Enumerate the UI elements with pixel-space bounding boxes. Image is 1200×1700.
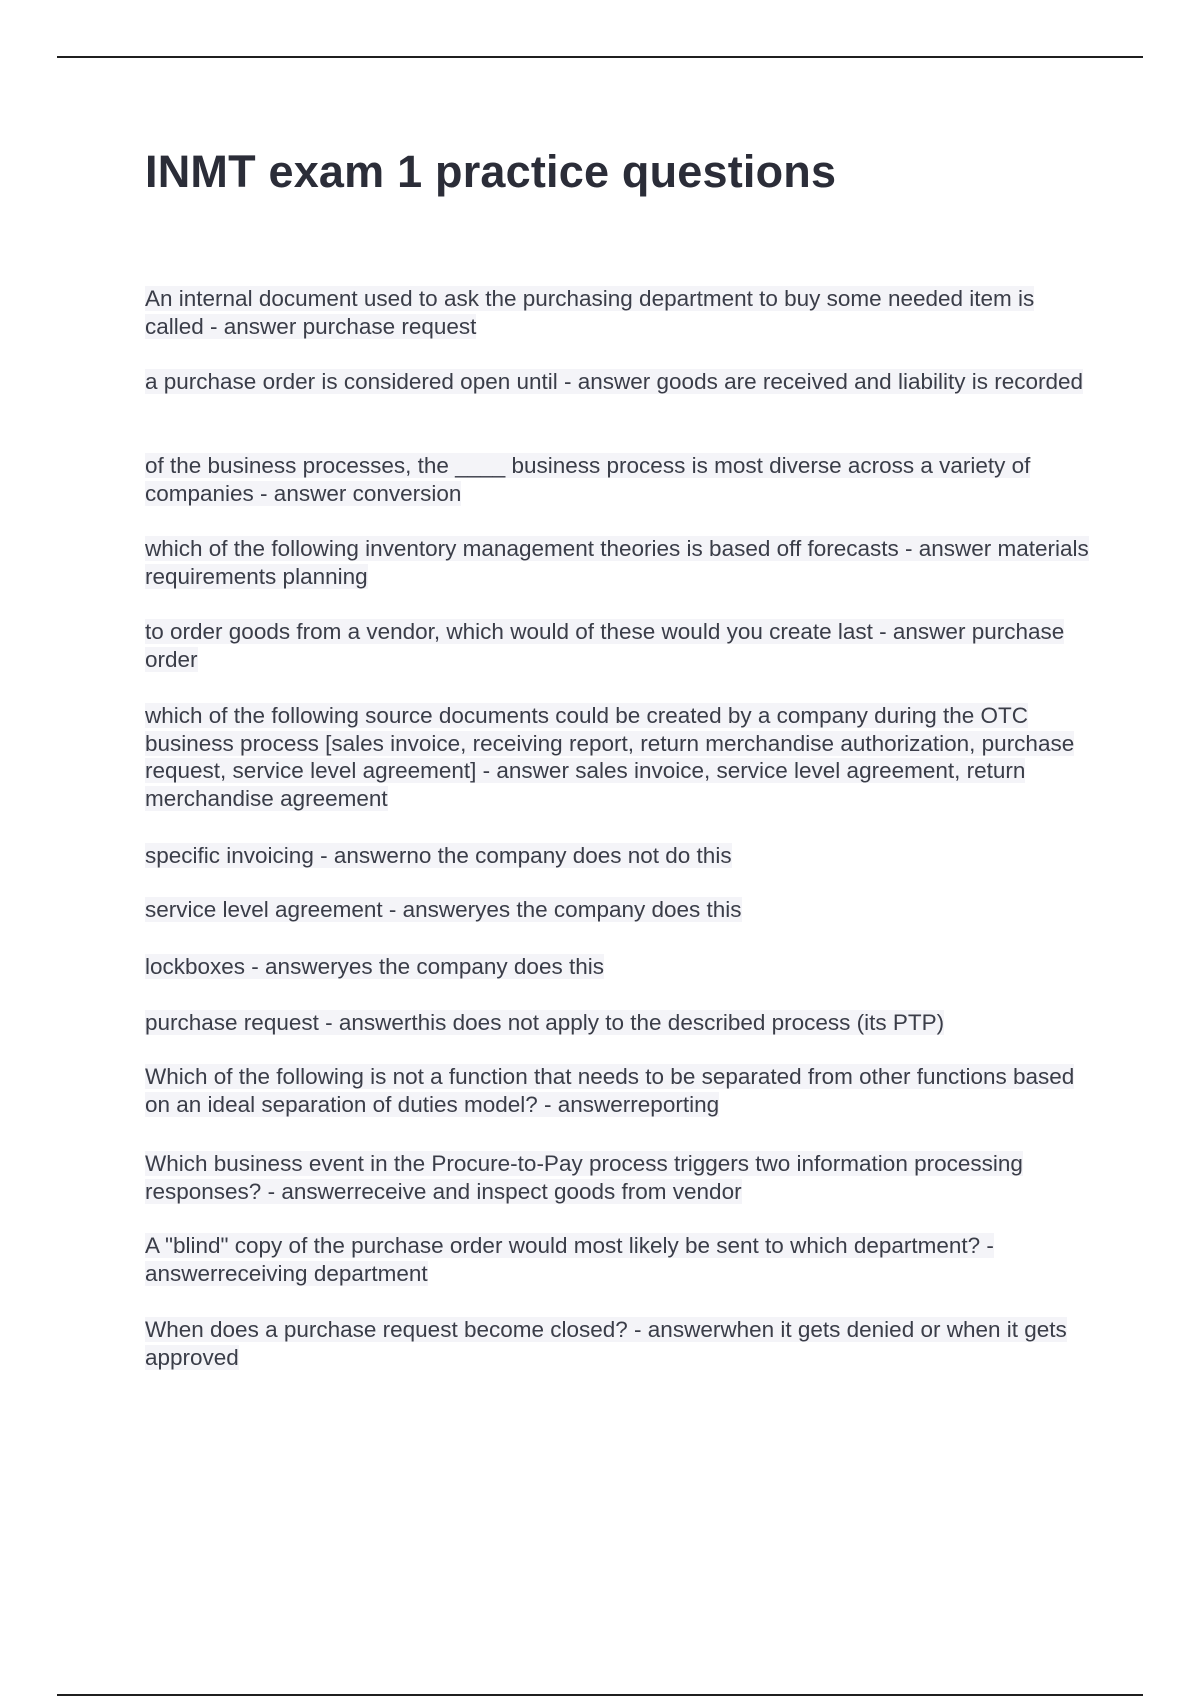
- qa-text: purchase request - answerthis does not apply to the described process (its PTP): [145, 1010, 945, 1035]
- qa-text: lockboxes - answeryes the company does this: [145, 954, 604, 979]
- top-rule: [57, 56, 1143, 58]
- qa-item: [145, 535, 1095, 590]
- qa-item: [145, 842, 1095, 870]
- qa-text: Which of the following is not a function that needs to be separated from other functions based on an ideal separation of duties model? - answerreporting: [145, 1064, 1075, 1117]
- bottom-rule: [57, 1694, 1143, 1696]
- qa-text: which of the following inventory management theories is based off forecasts - answer materials requirements planning: [145, 536, 1089, 589]
- qa-text: When does a purchase request become closed? - answerwhen it gets denied or when it gets approved: [145, 1317, 1067, 1370]
- qa-item: [145, 896, 1095, 924]
- qa-text: of the business processes, the ____ business process is most diverse across a variety of companies - answer conversion: [145, 453, 1031, 506]
- qa-item: [145, 1232, 1095, 1287]
- qa-item: [145, 285, 1095, 340]
- qa-text: to order goods from a vendor, which would of these would you create last - answer purchase order: [145, 619, 1065, 672]
- qa-item: [145, 1316, 1095, 1371]
- qa-text: An internal document used to ask the purchasing department to buy some needed item is called - answer purchase request: [145, 286, 1035, 339]
- qa-item: [145, 702, 1095, 812]
- qa-item: [145, 1150, 1095, 1205]
- qa-text: specific invoicing - answerno the company does not do this: [145, 843, 732, 868]
- qa-text: a purchase order is considered open until - answer goods are received and liability is recorded: [145, 369, 1084, 394]
- qa-item: [145, 953, 1095, 981]
- qa-item: [145, 452, 1095, 507]
- qa-item: [145, 368, 1095, 396]
- qa-text: Which business event in the Procure-to-Pay process triggers two information processing responses? - answerreceive and inspect goods from vendor: [145, 1151, 1023, 1204]
- qa-text: service level agreement - answeryes the company does this: [145, 897, 742, 922]
- qa-text: A "blind" copy of the purchase order would most likely be sent to which department? - answerreceiving department: [145, 1233, 994, 1286]
- qa-item: [145, 618, 1095, 673]
- qa-text: which of the following source documents could be created by a company during the OTC business process [sales invoice, receiving report, return merchandise authorization, purchase request, service level agreement] - answer sales invoice, service level agreement, return merchandise agreement: [145, 703, 1075, 811]
- page-title: INMT exam 1 practice questions: [145, 146, 837, 197]
- qa-item: [145, 1063, 1095, 1118]
- qa-item: [145, 1009, 1095, 1037]
